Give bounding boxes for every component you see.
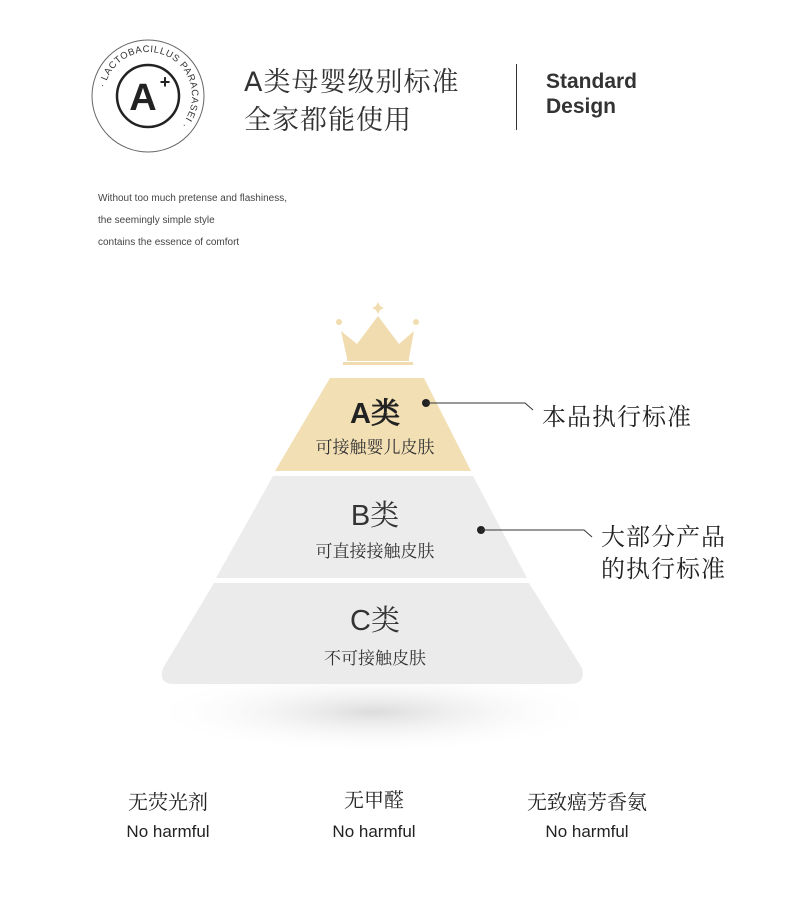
seal-grade-sup: + [159,72,171,92]
feature-1-title: 无荧光剂 [128,790,208,814]
headline-line-1: A类母婴级别标准 [244,67,460,98]
callout-tier-b-line-1: 大部分产品 [601,523,726,551]
tagline-line-2: the seemingly simple style [98,215,215,226]
seal-ring-text: · LACTOBACILLUS PARACASEI · [96,43,201,131]
tagline-line-1: Without too much pretense and flashiness, [98,193,287,204]
feature-1-subtitle: No harmful [126,822,210,841]
tier-c-subtitle: 不可接触皮肤 [324,649,426,669]
feature-3-title: 无致癌芳香氨 [527,790,647,814]
tier-a-subtitle: 可接触婴儿皮肤 [315,438,435,458]
tagline-line-3: contains the essence of comfort [98,237,240,248]
crown-icon [336,302,419,365]
standard-label: Standard [546,70,638,93]
feature-3-subtitle: No harmful [545,822,629,841]
tier-c-title: C类 [350,605,400,637]
feature-2-title: 无甲醛 [344,788,404,812]
tier-b-subtitle: 可直接接触皮肤 [315,542,435,562]
header-divider [516,64,517,130]
feature-2-subtitle: No harmful [332,822,416,841]
seal-grade: A [129,77,157,119]
callout-tier-a: 本品执行标准 [542,403,692,431]
callout-tier-b-line-2: 的执行标准 [601,555,726,583]
design-label: Design [546,95,617,118]
tier-a-title: A类 [350,398,400,430]
headline-line-2: 全家都能使用 [244,105,412,136]
seal-badge [90,38,206,154]
tier-b-title: B类 [350,500,400,532]
